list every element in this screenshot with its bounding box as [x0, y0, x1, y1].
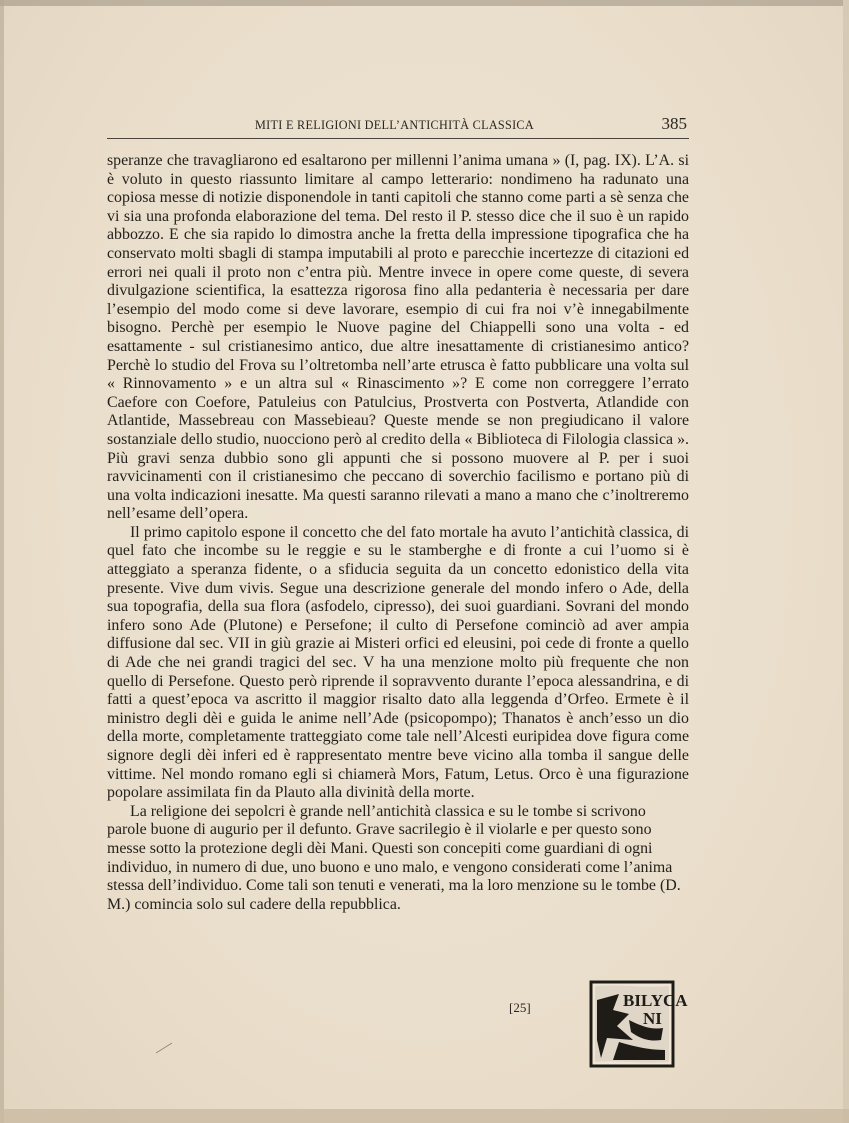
text-line: pubblicare una volta sul « Rinnovamento » e un altra sul « Rinascimento »? E come	[107, 356, 689, 393]
text-line: un concetto edonistico della vita presente. Vive dum vivis. Segue una descri	[107, 561, 689, 597]
text-line: leggenda d’Orfeo. Ermete è il ministro degli dèi e guida le anime nell’Ade	[107, 691, 689, 727]
header-rule	[107, 138, 689, 139]
text-line: peccano di soverchio facilismo e portano più di una volta indicazioni inesatte.	[107, 468, 689, 504]
text-line: ha radunato una copiosa messe di notizie disponendole in tanti capitoli che	[107, 170, 689, 207]
text-line: mondo romano egli si chiamerà Mors, Fatum, Letus. Orco è una figurazione po	[107, 765, 689, 802]
text-line: La religione dei sepolcri è grande nell’antichità classica e su le tombe si	[130, 802, 592, 820]
page-edge-bottom	[0, 1109, 849, 1123]
text-line: scrivono parole buone di augurio per il defunto. Grave sacrilegio è il violarle e	[107, 802, 646, 839]
text-line: simo antico? Perchè lo studio del Frova su l’oltretomba nell’arte etrusca è fatto	[107, 337, 689, 374]
text-line: Del resto il P. stesso dice che il suo è un rapido abbozzo. E che sia rapido lo	[107, 207, 689, 244]
text-line: sec. VII in giù grazie ai Misteri orfici ed eleusini, poi cede di fronte a quello	[199, 635, 689, 653]
paragraph-1	[107, 152, 689, 524]
text-line: alessandrina, e di fatti a quest’epoca va ascritto il maggior risalto dato alla	[107, 672, 689, 709]
library-stamp	[589, 980, 688, 1068]
text-line: Il primo capitolo espone il concetto che del fato mortale ha avuto l’anti	[130, 523, 585, 541]
text-line: dare l’esempio del modo come si deve lavorare, esempio di cui fra noi v’è innega	[107, 282, 689, 318]
text-line: nei quali il proto non c’entra più. Mentre invece in opere come queste, di severa	[148, 263, 689, 281]
text-line: zione generale del mondo infero o Ade, della sua topografia, della sua flora	[107, 579, 689, 616]
text-line: dimostra anche la fretta della impressione tipografica che ha conservato molti	[107, 226, 689, 262]
stamp-logo-icon	[589, 980, 688, 1068]
text-line: stanno come parti a sè senza che vi sia una profonda elaborazione del tema.	[107, 189, 689, 225]
page-number: 385	[661, 114, 687, 133]
text-line: della « Biblioteca di Filologia classica ». Più gravi senza dubbio sono gli appunti	[107, 430, 689, 467]
text-line: per questo sono messe sotto la protezione degli dèi Mani. Questi son concepiti	[107, 821, 652, 857]
text-line: bilmente bisogno. Perchè per esempio le Nuove pagine del Chiappelli sono una	[107, 300, 689, 337]
text-line: speranze che travagliarono ed esaltarono per millenni l’anima umana » (I, pag. IX).	[107, 152, 646, 169]
text-line: ed è rappresentato mentre beve vicino alla tomba il sangue delle vittime. Nel	[107, 747, 689, 783]
text-line: di Ade che nei grandi tragici del sec. V ha una menzione molto più frequente	[107, 654, 637, 672]
text-line: L’A. si è voluto in questo riassunto limitare al campo letterario: nondimeno	[107, 152, 689, 188]
text-line: polare assimilata fin da Plauto alla divinità della morte.	[122, 784, 475, 802]
text-line: vengono considerati come l’anima stessa dell’individuo. Come tali son tenuti e	[107, 858, 673, 895]
pencil-mark-icon	[155, 1042, 173, 1054]
page-edge-left	[0, 0, 4, 1123]
text-line: divulgazione scientifica, la esattezza rigorosa fino alla pedanteria è necessaria per	[107, 282, 662, 300]
running-title: MITI E RELIGIONI DELL’ANTICHITÀ CLASSICA	[255, 118, 534, 132]
svg-text:BILYCA: BILYCA	[623, 991, 688, 1010]
page-edge-top	[0, 0, 849, 6]
text-line: venerati, ma la loro menzione su le tombe (D. M.) comincia solo sul cadere della	[107, 877, 681, 913]
text-line: che non quello di Persefone. Questo però riprende il sopravvento durante l’epoca	[107, 654, 689, 690]
text-line: (psicopompo); Thanatos è anch’esso un dio della morte, completamente tratteg	[107, 709, 689, 746]
text-line: non correggere l’errato Caefore con Coefore, Patuleius con Patulcius, Prostverta	[107, 375, 689, 411]
svg-text:NI: NI	[643, 1009, 662, 1028]
text-line: se non pregiudicano il valore sostanziale dello studio, nuocciono però al credito	[107, 412, 690, 448]
body-text	[107, 152, 689, 914]
text-line: repubblica.	[329, 895, 401, 913]
running-header	[107, 116, 689, 138]
text-line: volta - ed esattamente - sul cristianesimo antico, due altre inesattamente di cristiane	[107, 319, 689, 355]
text-line: fronte a cui l’uomo si è atteggiato a speranza fidente, o a sfiducia seguita da	[107, 542, 689, 579]
text-line: Ma questi saranno rilevati a mano a mano che c’inoltreremo nell’esame del	[107, 486, 689, 523]
text-line: che si possono muovere al P. per i suoi ravvicinamenti con il cristianesimo che	[107, 449, 689, 486]
text-line: l’opera.	[199, 505, 249, 523]
text-line: con Postverta, Atlandide con Atlantide, Massebreau con Massebieau? Queste mende	[107, 393, 689, 430]
text-line: tone) e Persefone; il culto di Persefone cominciò ad aver ampia diffusione dal	[107, 616, 689, 653]
text-line: chità classica, di quel fato che incombe su le reggie e su le stamberghe e di	[107, 523, 690, 560]
text-line: sbagli di stampa imputabili al proto e parecchie incertezze di citazioni ed errori	[107, 244, 690, 281]
text-line: come guardiani di ogni individuo, in numero di due, uno buono e uno malo, e	[107, 839, 653, 876]
text-line: (asfodelo, cipresso), dei suoi guardiani. Sovrani del mondo infero sono Ade (Plu	[107, 598, 689, 634]
page-edge-right	[843, 0, 849, 1123]
paragraph-3	[107, 803, 689, 915]
text-line: giato come tale nell’Alcesti euripidea dove figura come signore degli dèi inferi	[107, 728, 689, 764]
paragraph-2	[107, 524, 689, 803]
signature-mark: [25]	[509, 1000, 531, 1015]
